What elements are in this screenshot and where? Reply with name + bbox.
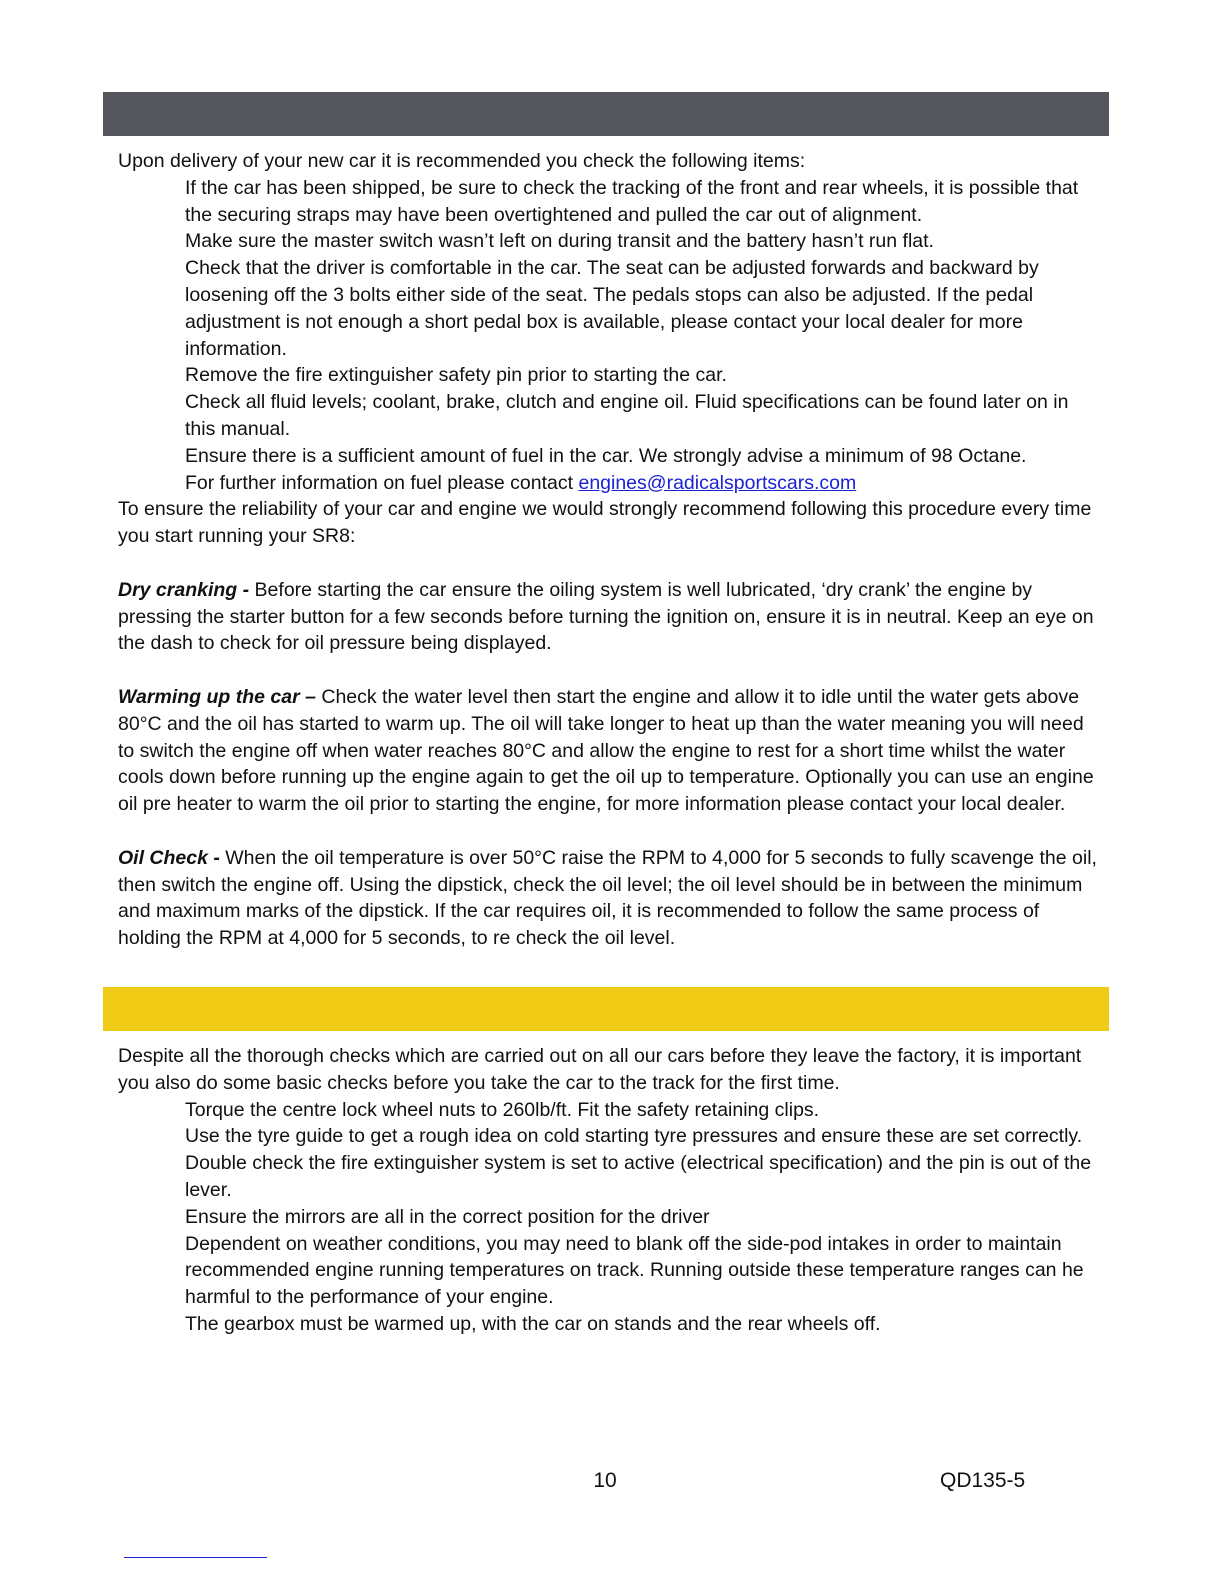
oil-check-text: When the oil temperature is over 50°C raise the RPM to 4,000 for 5 seconds to fully scavenge the oil, then switch the engine off. Using the dipstick, check the oil level; the oil level should be in between the minimum and maximum marks of the dipstick. If the car requires oil, it is recommended to follow the same process of holding the RPM at 4,000 for 5 seconds, to re check the oil level. [118,846,1097,950]
dry-cranking-paragraph [118,577,1103,657]
fuel-contact-line [118,470,1103,497]
warming-up-text: Check the water level then start the engine and allow it to idle until the water gets above 80°C and the oil has started to warm up. The oil will take longer to heat up than the water meaning you will need to switch the engine off when water reaches 80°C and allow the engine to rest for a short time whilst the water cools down before running up the engine again to get the oil up to temperature. Optionally you can use an engine oil pre heater to warm the oil prior to starting the engine, for more information please contact your local dealer. [118,685,1094,816]
page-number: 10 [593,1469,617,1492]
email-link[interactable]: engines@radicalsportscars.com [578,471,857,494]
list-item: Torque the centre lock wheel nuts to 260lb/ft. Fit the safety retaining clips. [185,1098,820,1121]
list-item: Check all fluid levels; coolant, brake, clutch and engine oil. Fluid specifications can be found later on in this manual. [185,391,1069,440]
footnote-rule [124,1557,267,1558]
oil-check-paragraph [118,845,1103,952]
section-header-bar-yellow [103,987,1109,1031]
list-item: Dependent on weather conditions, you may need to blank off the side-pod intakes in order to maintain recommended engine running temperatures on track. Running outside these temperature ranges can he harmful to the performance of your engine. [185,1232,1084,1309]
list-item: If the car has been shipped, be sure to check the tracking of the front and rear wheels, it is possible that the securing straps may have been overtightened and pulled the car out of alignment. [185,176,1079,226]
oil-check-title: Oil Check - [118,846,226,869]
track-intro: Despite all the thorough checks which are carried out on all our cars before they leave the factory, it is important you also do some basic checks before you take the car to the track for the first time. [118,1045,1082,1094]
warming-up-paragraph [118,684,1103,818]
warming-up-title: Warming up the car – [118,685,322,708]
list-item: Use the tyre guide to get a rough idea on cold starting tyre pressures and ensure these are set correctly. [185,1125,1083,1148]
section-header-bar-grey [103,92,1109,136]
delivery-intro: Upon delivery of your new car it is recommended you check the following items: [118,150,806,172]
document-code: QD135-5 [940,1469,1026,1492]
track-checks-section [118,1043,1103,1338]
list-item: Check that the driver is comfortable in the car. The seat can be adjusted forwards and backward by loosening off the 3 bolts either side of the seat. The pedals stops can also be adjusted. If the pedal adjustment is not enough a short pedal box is available, please contact your local dealer for more information. [185,257,1039,360]
dry-cranking-title: Dry cranking - [118,578,255,601]
list-item: Make sure the master switch wasn’t left on during transit and the battery hasn’t run flat. [185,230,934,253]
dry-cranking-text: Before starting the car ensure the oiling system is well lubricated, ‘dry crank’ the engine by pressing the starter button for a few seconds before turning the ignition on, ensure it is in neutral. Keep an eye on the dash to check for oil pressure being displayed. [118,578,1094,655]
list-item: Ensure there is a sufficient amount of fuel in the car. We strongly advise a minimum of 98 Octane. [185,444,1027,467]
fuel-contact-text: For further information on fuel please contact [185,471,579,494]
list-item: Remove the fire extinguisher safety pin prior to starting the car. [185,364,727,387]
list-item: Double check the fire extinguisher system is set to active (electrical specification) and the pin is out of the lever. [185,1152,1092,1201]
procedure-intro: To ensure the reliability of your car and engine we would strongly recommend following this procedure every time you start running your SR8: [118,498,1092,548]
delivery-checks-section [118,148,1103,952]
list-item: Ensure the mirrors are all in the correct position for the driver [185,1205,710,1228]
list-item: The gearbox must be warmed up, with the car on stands and the rear wheels off. [185,1312,881,1335]
